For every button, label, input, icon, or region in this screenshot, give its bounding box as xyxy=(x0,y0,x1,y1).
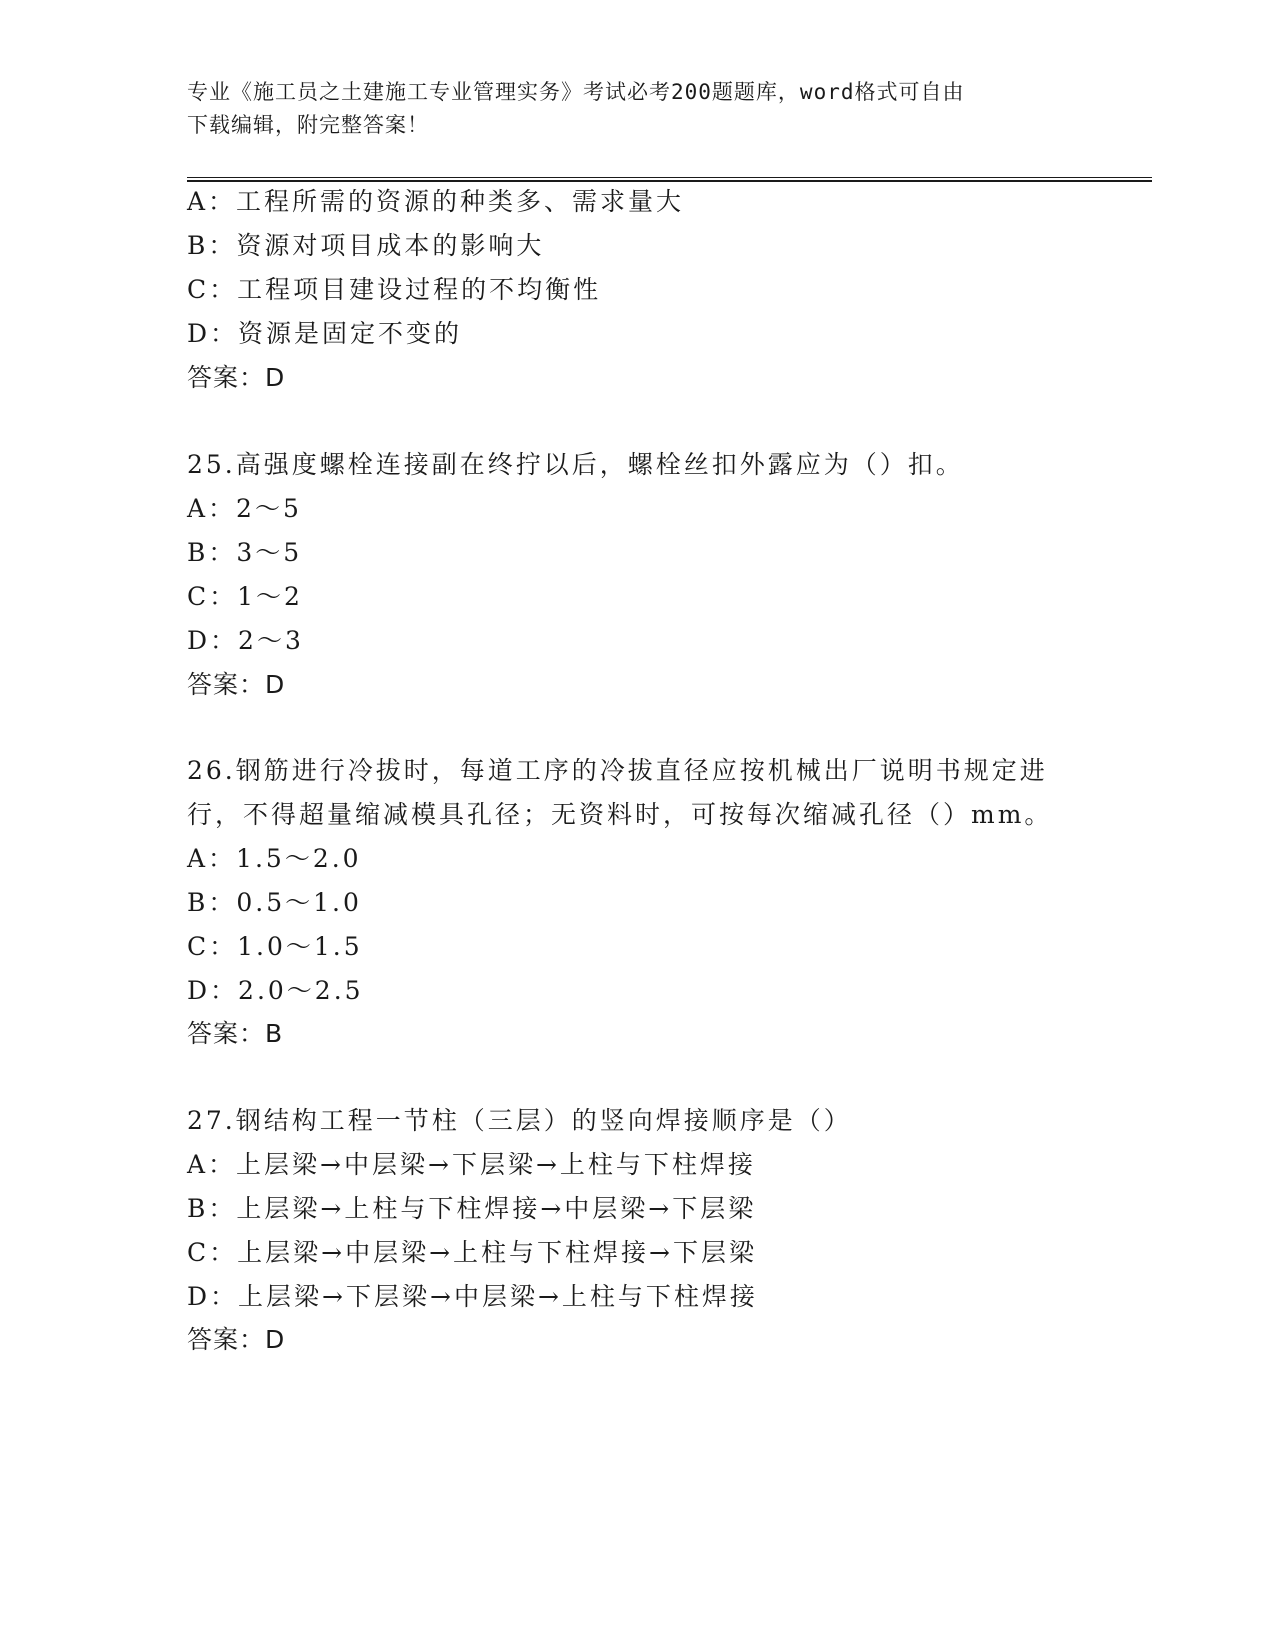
q26-stem-line-2: 行，不得超量缩减模具孔径；无资料时，可按每次缩减孔径（）mm。 xyxy=(187,800,1053,829)
q24-option-a: A：工程所需的资源的种类多、需求量大 xyxy=(187,187,685,216)
q24-option-c: C：工程项目建设过程的不均衡性 xyxy=(187,275,602,304)
header-line-1: 专业《施工员之土建施工专业管理实务》考试必考200题题库，word格式可自由 xyxy=(187,80,965,104)
q26-answer: 答案：B xyxy=(187,1019,284,1048)
q25-option-a: A：2～5 xyxy=(187,494,302,523)
q25-option-d: D：2～3 xyxy=(187,626,304,655)
q24-answer: 答案：D xyxy=(187,363,286,392)
q26-option-a: A：1.5～2.0 xyxy=(187,844,362,873)
header-rule-thick xyxy=(187,180,1152,182)
q25-option-c: C：1～2 xyxy=(187,582,303,611)
q25-answer: 答案：D xyxy=(187,670,286,699)
q26-stem-line-1: 26.钢筋进行冷拔时，每道工序的冷拔直径应按机械出厂说明书规定进 xyxy=(187,756,1048,785)
q26-option-b: B：0.5～1.0 xyxy=(187,888,362,917)
document-header xyxy=(187,76,1067,142)
q27-option-b: B：上层梁→上柱与下柱焊接→中层梁→下层梁 xyxy=(187,1194,757,1223)
q27-option-c: C：上层梁→中层梁→上柱与下柱焊接→下层梁 xyxy=(187,1238,757,1267)
q26-option-c: C：1.0～1.5 xyxy=(187,932,363,961)
q27-answer: 答案：D xyxy=(187,1325,286,1354)
q24-option-b: B：资源对项目成本的影响大 xyxy=(187,231,545,260)
q27-option-d: D：上层梁→下层梁→中层梁→上柱与下柱焊接 xyxy=(187,1282,758,1311)
q24-option-d: D：资源是固定不变的 xyxy=(187,319,463,348)
q27-stem: 27.钢结构工程一节柱（三层）的竖向焊接顺序是（） xyxy=(187,1106,852,1135)
header-rule-thin xyxy=(187,177,1152,178)
q26-option-d: D：2.0～2.5 xyxy=(187,976,364,1005)
header-line-2: 下载编辑，附完整答案！ xyxy=(187,113,429,137)
q25-option-b: B：3～5 xyxy=(187,538,303,567)
q27-option-a: A：上层梁→中层梁→下层梁→上柱与下柱焊接 xyxy=(187,1150,756,1179)
q25-stem: 25.高强度螺栓连接副在终拧以后，螺栓丝扣外露应为（）扣。 xyxy=(187,450,964,479)
